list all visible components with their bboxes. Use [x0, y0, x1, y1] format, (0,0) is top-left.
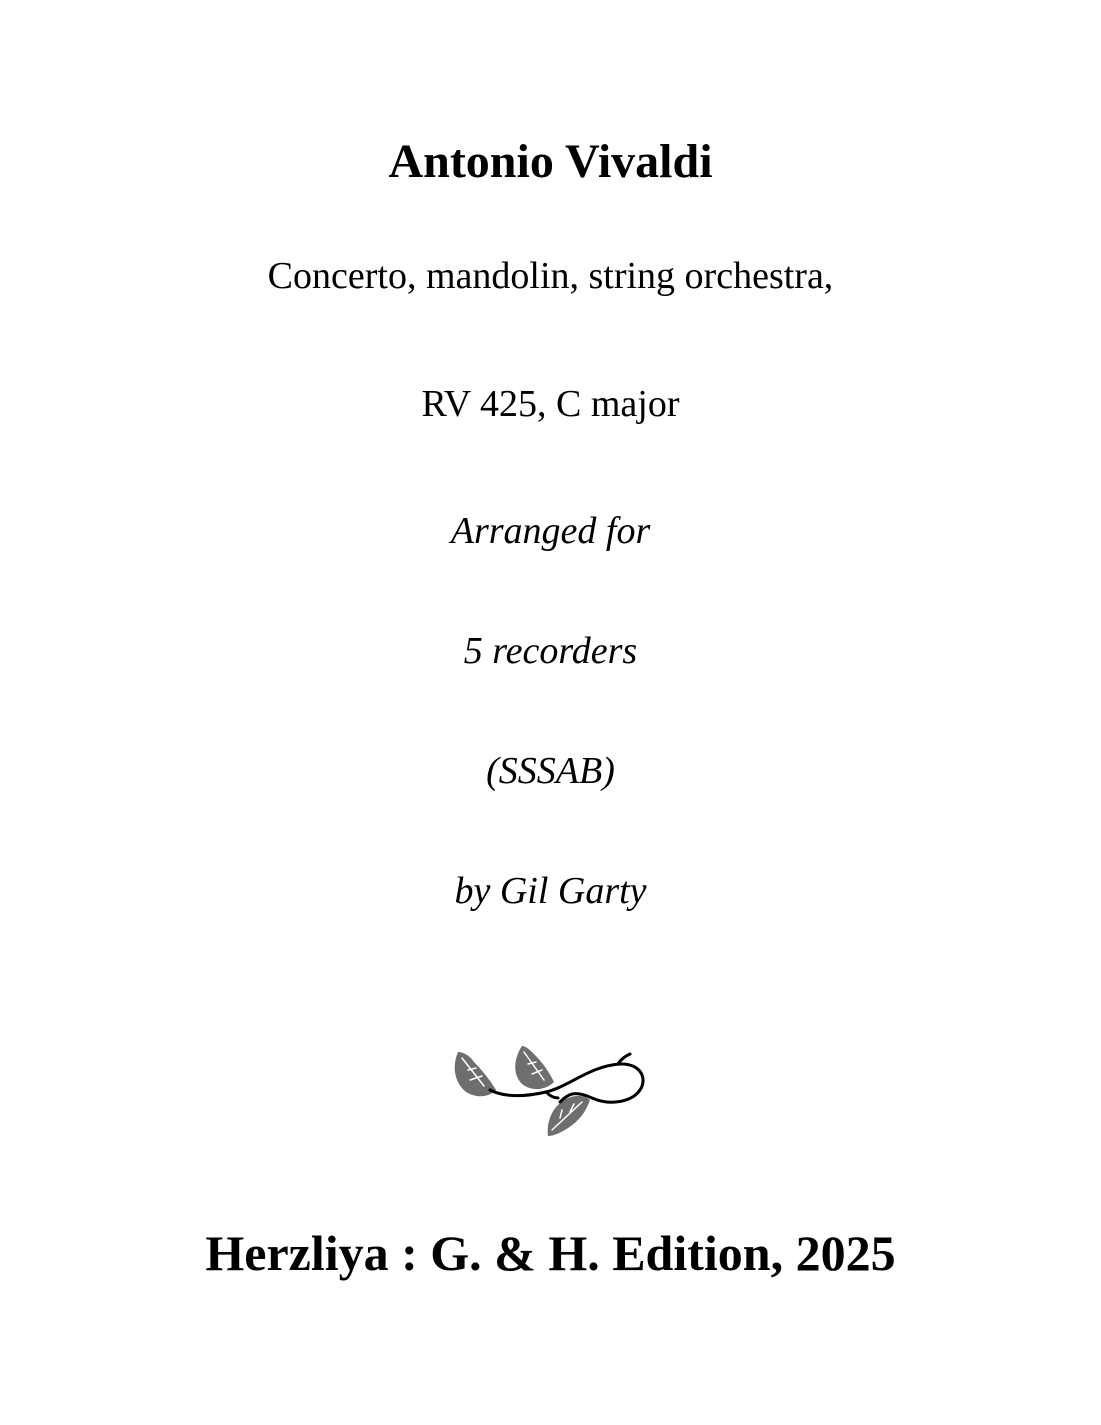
arranger-credit: by Gil Garty [454, 870, 647, 912]
composer-name: Antonio Vivaldi [388, 135, 713, 188]
instrumentation: 5 recorders [463, 630, 638, 672]
voicing: (SSSAB) [486, 750, 615, 792]
arranged-for-label: Arranged for [450, 510, 651, 552]
work-title-line-1: Concerto, mandolin, string orchestra, [267, 255, 834, 297]
work-title-line-2: RV 425, C major [421, 383, 680, 425]
leaf-bottom-icon [548, 1096, 590, 1136]
publisher-imprint: Herzliya : G. & H. Edition, 2025 [205, 1225, 896, 1281]
leaf-vine-ornament-icon [450, 1040, 650, 1144]
